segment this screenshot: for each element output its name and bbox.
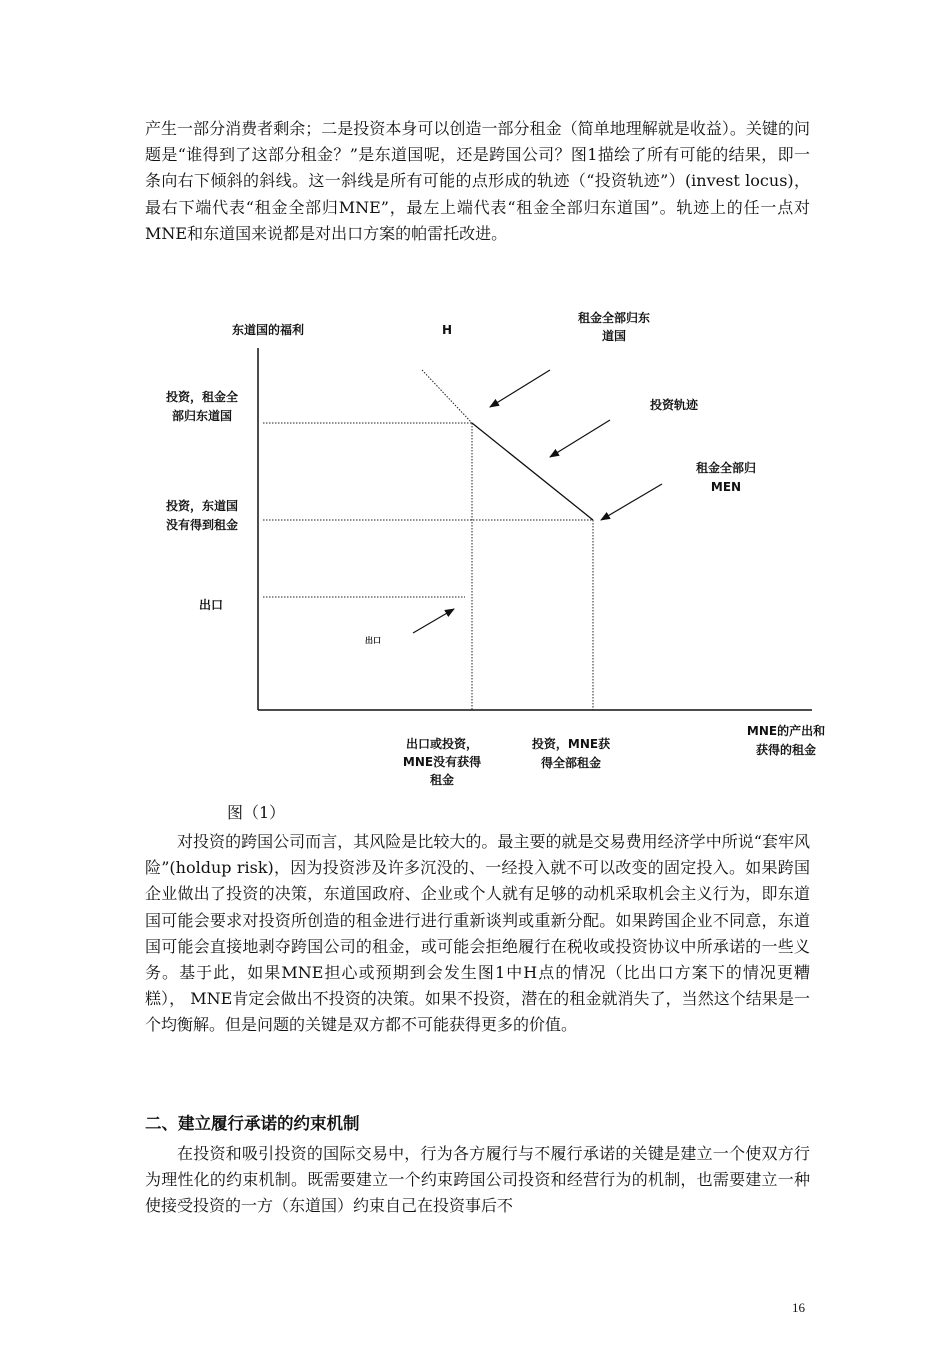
label-invest-rent-host-2: 部归东道国 (171, 409, 233, 423)
label-export-or-invest-3: 租金 (429, 773, 455, 787)
arrow-to-rent-all-host (490, 370, 550, 407)
label-export-small: 出口 (365, 636, 381, 645)
x-axis-title-2: 获得的租金 (755, 743, 817, 757)
investment-locus-line (472, 423, 593, 520)
label-invest-locus: 投资轨迹 (649, 398, 699, 412)
label-rent-all-host-2: 道国 (601, 329, 627, 343)
arrow-to-invest-locus (550, 420, 610, 457)
label-export-or-invest-2: MNE没有获得 (402, 755, 482, 769)
label-invest-mne-all-2: 得全部租金 (540, 756, 602, 770)
arrow-to-export-line (413, 609, 454, 633)
point-h-label: H (442, 323, 453, 337)
figure-1-diagram (0, 300, 952, 800)
section-heading: 二、建立履行承诺的约束机制 (145, 1114, 360, 1133)
locus-extension-to-h (422, 370, 472, 423)
label-export-or-invest-1: 出口或投资， (405, 737, 479, 751)
label-invest-rent-host-1: 投资，租金全 (165, 390, 239, 404)
arrow-to-rent-all-men (601, 484, 662, 520)
paragraph-3: 在投资和吸引投资的国际交易中，行为各方履行与不履行承诺的关键是建立一个使双方行为理性化的约束机制。既需要建立一个约束跨国公司投资和经营行为的机制，也需要建立一种使接受投资的一方（东道国）约束自己在投资事后不 (145, 1144, 810, 1216)
label-rent-all-men-2: MEN (710, 480, 742, 494)
paragraph-1: 产生一部分消费者剩余；二是投资本身可以创造一部分租金（简单地理解就是收益）。关键的问题是“谁得到了这部分租金？”是东道国呢，还是跨国公司？图1描绘了所有可能的结果，即一条向右下倾斜的斜线。这一斜线是所有可能的点形成的轨迹（“投资轨迹”）(invest locus)，最右下端代表“租金全部归MNE”，最左上端代表“租金全部归东道国”。轨迹上的任一点对MNE和东道国来说都是对出口方案的帕雷托改进。 (145, 119, 810, 243)
x-axis-title-1: MNE的产出和 (746, 724, 826, 738)
y-axis-title: 东道国的福利 (232, 323, 305, 337)
label-invest-host-no-rent-1: 投资，东道国 (165, 499, 239, 513)
page-number: 16 (792, 1300, 805, 1315)
label-rent-all-men-1: 租金全部归 (695, 461, 757, 475)
label-invest-host-no-rent-2: 没有得到租金 (165, 518, 239, 532)
label-invest-mne-all-1: 投资，MNE获 (531, 737, 611, 751)
paragraph-2: 对投资的跨国公司而言，其风险是比较大的。最主要的就是交易费用经济学中所说“套牢风险”(holdup risk)，因为投资涉及许多沉没的、一经投入就不可以改变的固定投入。如果跨国企业做出了投资的决策，东道国政府、企业或个人就有足够的动机采取机会主义行为，即东道国可能会要求对投资所创造的租金进行进行重新谈判或重新分配。如果跨国企业不同意，东道国可能会直接地剥夺跨国公司的租金，或可能会拒绝履行在税收或投资协议中所承诺的一些义务。基于此，如果MNE担心或预期到会发生图1中H点的情况（比出口方案下的情况更糟糕）， MNE肯定会做出不投资的决策。如果不投资，潜在的租金就消失了，当然这个结果是一个均衡解。但是问题的关键是双方都不可能获得更多的价值。 (145, 832, 810, 1035)
label-export-y: 出口 (198, 598, 224, 612)
figure-caption: 图（1） (227, 803, 286, 822)
label-rent-all-host-1: 租金全部归东 (577, 311, 651, 325)
